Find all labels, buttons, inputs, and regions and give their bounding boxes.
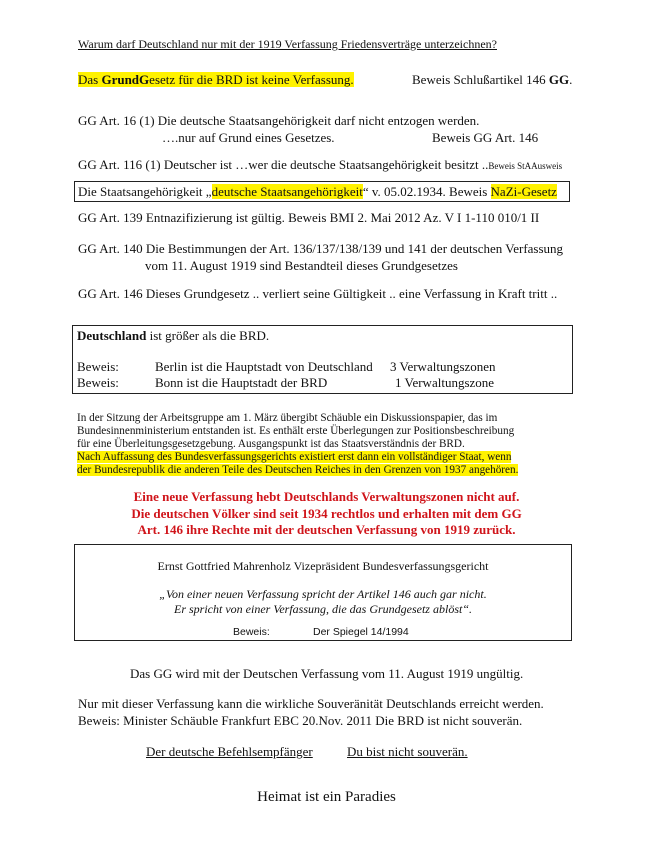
statement-g: G [139, 72, 150, 87]
footer-line-1: Das GG wird mit der Deutschen Verfassung vom 11. August 1919 ungültig. [130, 666, 524, 681]
red-line-3: Art. 146 ihre Rechte mit der deutschen Verfassung von 1919 zurück. [137, 522, 516, 537]
box1-row2-zones: 1 Verwaltungszone [395, 375, 495, 390]
box1-row2-label: Beweis: [77, 375, 119, 390]
befehlsempfaenger-text: Der deutsche Befehlsempfänger [146, 744, 313, 759]
art16-proof: Beweis GG Art. 146 [432, 130, 539, 145]
header-question: Warum darf Deutschland nur mit der 1919 Verfassung Friedensverträge unterzeichnen? [78, 37, 497, 51]
box1-row1-label: Beweis: [77, 359, 119, 374]
closing-heimat: Heimat ist ein Paradies [257, 789, 396, 805]
box1-row1-zones: 3 Verwaltungszonen [390, 359, 496, 374]
spiegel-proof-source: Der Spiegel 14/1994 [313, 626, 409, 638]
art116-main: GG Art. 116 (1) Deutscher ist …wer die deutsche Staatsangehörigkeit besitzt .. [78, 157, 489, 172]
statement-proof [412, 72, 572, 88]
paragraph-highlight-1-text: Nach Auffassung des Bundesverfassungsgerichts existiert erst dann ein vollständiger Staat, wenn [77, 451, 512, 463]
deutschland-rest: ist größer als die BRD. [146, 328, 270, 343]
statement-proof-text: Beweis Schlußartikel 146 [412, 72, 549, 87]
statement-proof-end: . [569, 72, 573, 87]
footer-line-3: Beweis: Minister Schäuble Frankfurt EBC 20.Nov. 2011 Die BRD ist nicht souverän. [78, 713, 523, 728]
red-line-1: Eine neue Verfassung hebt Deutschlands Verwaltungszonen nicht auf. [133, 489, 520, 504]
citizenship-mid: “ v. 05.02.1934. Beweis [362, 184, 491, 199]
footer-line-2: Nur mit dieser Verfassung kann die wirkliche Souveränität Deutschlands erreicht werden. [78, 696, 544, 711]
quote-line-2: Er spricht von einer Verfassung, die das Grundgesetz ablöst“. [174, 602, 472, 616]
spiegel-proof-label: Beweis: [233, 626, 270, 638]
paragraph-highlight-1 [77, 451, 511, 463]
nicht-souveraen-text: Du bist nicht souverän. [347, 744, 468, 759]
art116-line [78, 157, 562, 173]
box1-row2-text: Bonn ist die Hauptstadt der BRD [155, 375, 328, 390]
quote-line-1: „Von einer neuen Verfassung spricht der Artikel 146 auch gar nicht. [159, 587, 487, 601]
statement-post: esetz für die BRD ist keine Verfassung. [149, 72, 354, 87]
nazi-gesetz-highlight: NaZi-Gesetz [490, 184, 557, 199]
paragraph-highlight-2 [77, 464, 518, 476]
statement-pre: Das [78, 72, 102, 87]
citizenship-line [78, 184, 557, 200]
paragraph-highlight-2-text: der Bundesrepublik die anderen Teile des Deutschen Reiches in den Grenzen von 1937 angehören. [77, 464, 519, 476]
mahrenholz-title: Ernst Gottfried Mahrenholz Vizepräsident Bundesverfassungsgericht [157, 559, 489, 573]
art146-line: GG Art. 146 Dieses Grundgesetz .. verliert seine Gültigkeit .. eine Verfassung in Kraft tritt .. [78, 286, 558, 301]
art140-line2: vom 11. August 1919 sind Bestandteil dieses Grundgesetzes [145, 258, 458, 273]
box1-row1-text: Berlin ist die Hauptstadt von Deutschland [155, 359, 373, 374]
citizenship-highlight: deutsche Staatsangehörigkeit [211, 184, 363, 199]
art116-proof: Beweis StAAusweis [488, 161, 563, 171]
paragraph-line-2: Bundesinnenministerium entstanden ist. Es enthält erste Überlegungen zur Positionsbeschreibung [77, 425, 515, 437]
art139-line: GG Art. 139 Entnazifizierung ist gültig. Beweis BMI 2. Mai 2012 Az. V I 1-110 010/1 II [78, 210, 540, 225]
red-line-2: Die deutschen Völker sind seit 1934 rechtlos und erhalten mit dem GG [131, 506, 522, 521]
deutschland-bold: Deutschland [77, 328, 147, 343]
statement-grund: Grund [101, 72, 140, 87]
paragraph-line-1: In der Sitzung der Arbeitsgruppe am 1. März übergibt Schäuble ein Diskussionspapier, das im [77, 412, 498, 424]
citizenship-pre: Die Staatsangehörigkeit „ [78, 184, 212, 199]
art16-line1: GG Art. 16 (1) Die deutsche Staatsangehörigkeit darf nicht entzogen werden. [78, 113, 480, 128]
art140-line1: GG Art. 140 Die Bestimmungen der Art. 136/137/138/139 und 141 der deutschen Verfassung [78, 241, 564, 256]
statement-grundgesetz [78, 72, 354, 88]
deutschland-box-title [77, 328, 269, 344]
statement-proof-gg: GG [548, 72, 570, 87]
art16-line2: ….nur auf Grund eines Gesetzes. [162, 130, 335, 145]
paragraph-line-3: für eine Überleitungsgesetzgebung. Ausgangspunkt ist das Staatsverständnis der BRD. [77, 438, 465, 450]
